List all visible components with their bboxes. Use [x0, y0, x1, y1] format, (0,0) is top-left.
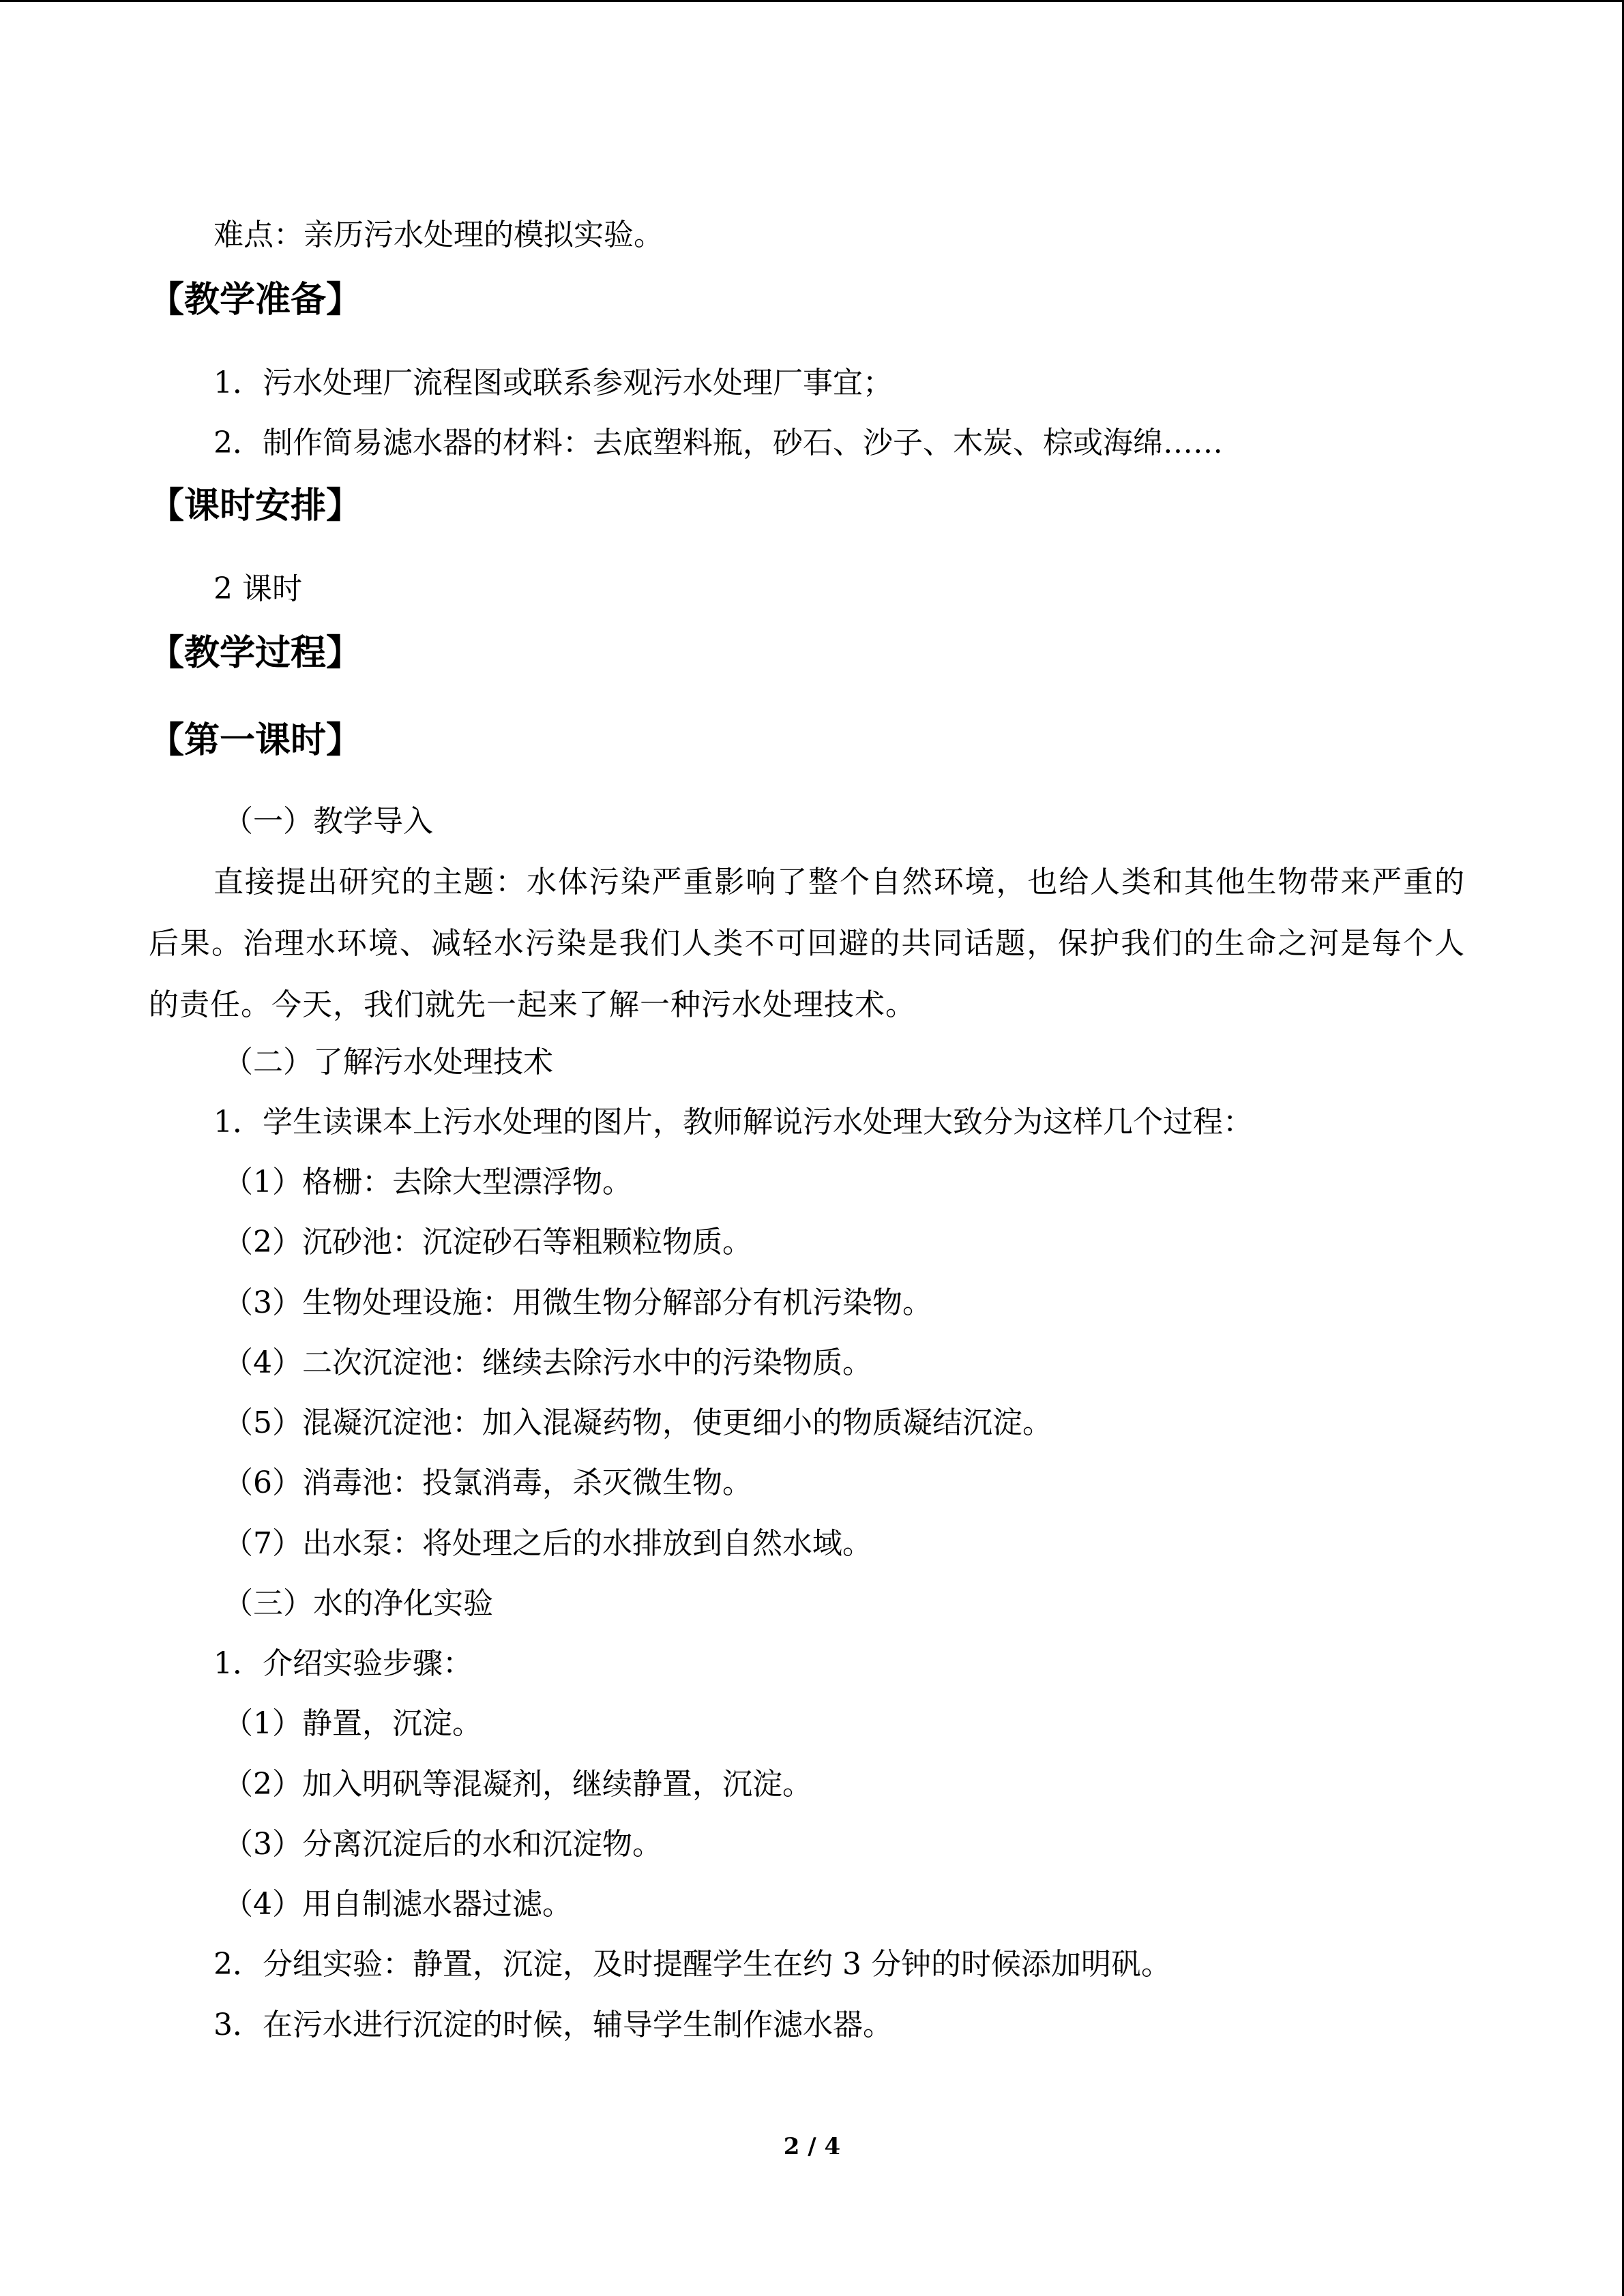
tech-step-2: （2）沉砂池：沉淀砂石等粗颗粒物质。	[223, 1225, 752, 1259]
experiment-step-1: （1）静置，沉淀。	[223, 1706, 482, 1741]
experiment-step-4: （4）用自制滤水器过滤。	[223, 1887, 572, 1922]
experiment-step-2: （2）加入明矾等混凝剂，继续静置，沉淀。	[223, 1767, 812, 1802]
tech-step-5: （5）混凝沉淀池：加入混凝药物，使更细小的物质凝结沉淀。	[223, 1405, 1052, 1440]
schedule-text: 2 课时	[213, 571, 302, 606]
tech-step-4: （4）二次沉淀池：继续去除污水中的污染物质。	[223, 1345, 872, 1380]
tech-step-7: （7）出水泵：将处理之后的水排放到自然水域。	[223, 1526, 872, 1561]
heading-preparation: 【教学准备】	[149, 280, 362, 320]
tech-step-6: （6）消毒池：投氯消毒，杀灭微生物。	[223, 1465, 752, 1500]
difficulty-line: 难点：亲历污水处理的模拟实验。	[213, 218, 664, 252]
page-number: 2 / 4	[783, 2133, 841, 2160]
heading-first-lesson: 【第一课时】	[149, 720, 362, 761]
experiment-intro: 1．介绍实验步骤：	[213, 1646, 473, 1681]
tech-step-3: （3）生物处理设施：用微生物分解部分有机污染物。	[223, 1285, 932, 1320]
tech-intro: 1．学生读课本上污水处理的图片，教师解说污水处理大致分为这样几个过程：	[213, 1105, 1253, 1139]
tech-step-1: （1）格栅：去除大型漂浮物。	[223, 1165, 632, 1199]
intro-paragraph: 直接提出研究的主题：水体污染严重影响了整个自然环境，也给人类和其他生物带来严重的后果。治理水环境、减轻水污染是我们人类不可回避的共同话题，保护我们的生命之河是每个人的责任。今天，我们就先一起来了解一种污水处理技术。	[149, 865, 1465, 1022]
experiment-title: （三）水的净化实验	[223, 1586, 493, 1621]
tech-title: （二）了解污水处理技术	[223, 1045, 553, 1079]
preparation-item-1: 1．污水处理厂流程图或联系参观污水处理厂事宜；	[213, 366, 893, 400]
heading-schedule: 【课时安排】	[149, 486, 362, 526]
experiment-step-3: （3）分离沉淀后的水和沉淀物。	[223, 1827, 662, 1862]
intro-title: （一）教学导入	[223, 804, 433, 839]
experiment-group: 2．分组实验：静置，沉淀，及时提醒学生在约 3 分钟的时候添加明矾。	[213, 1947, 1171, 1982]
preparation-item-2: 2．制作简易滤水器的材料：去底塑料瓶，砂石、沙子、木炭、棕或海绵……	[213, 426, 1223, 460]
experiment-filter: 3．在污水进行沉淀的时候，辅导学生制作滤水器。	[213, 2008, 893, 2042]
heading-process: 【教学过程】	[149, 633, 362, 674]
